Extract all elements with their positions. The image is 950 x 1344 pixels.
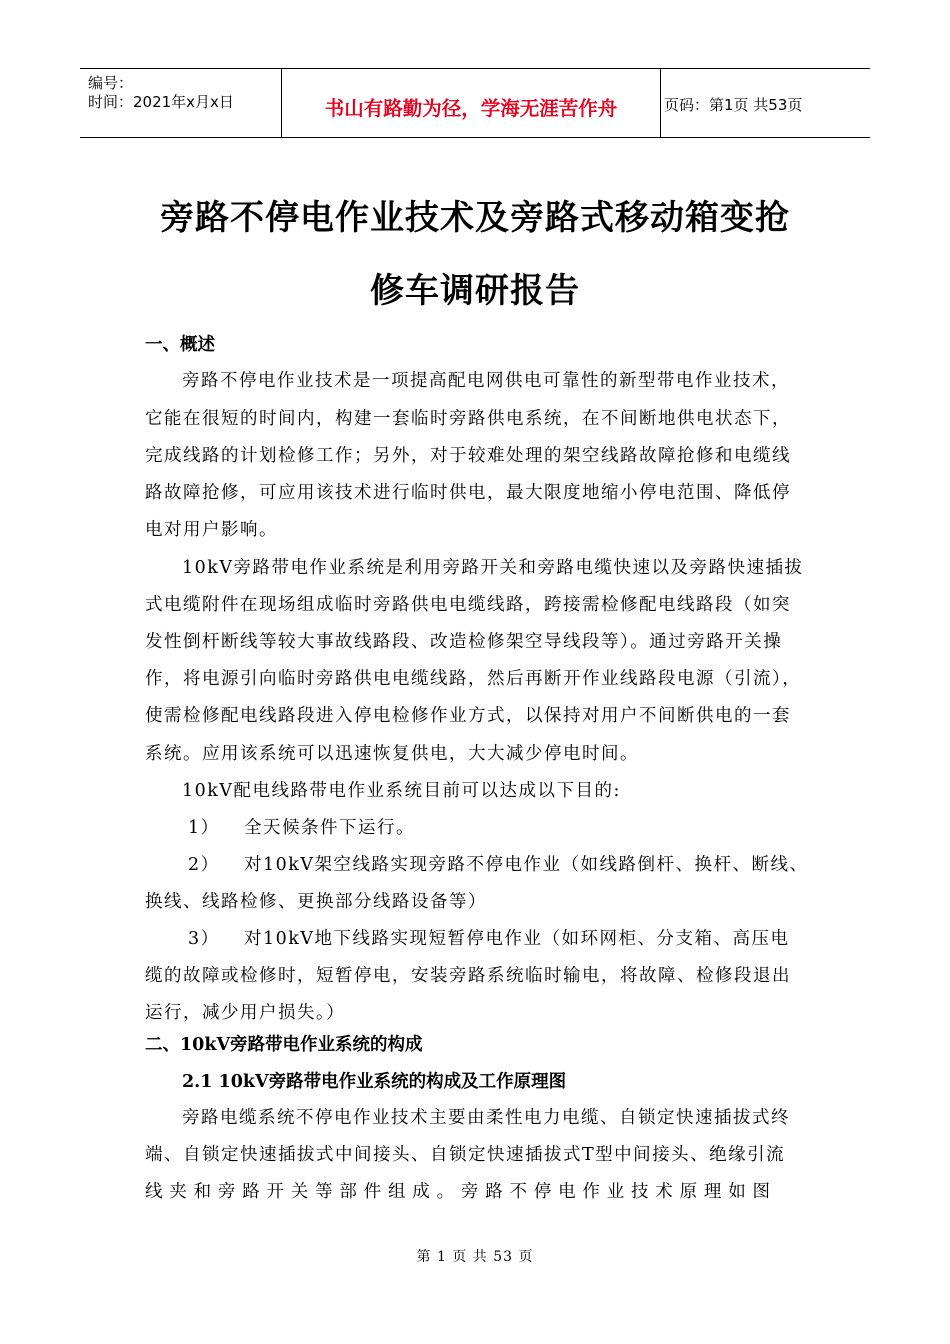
header-meta-cell [80,69,280,137]
paragraph-line: 电对用户影响。 [145,520,278,540]
paragraph-line: 路故障抢修，可应用该技术进行临时供电，最大限度地缩小停电范围、降低停 [145,483,791,503]
page-footer: 第 1 页 共 53 页 [416,1249,534,1265]
serial-label: 编号： [88,74,134,92]
section-heading-composition: 二、10kV旁路带电作业系统的构成 [145,1035,423,1055]
paragraph-line: 端、自锁定快速插拔式中间接头、自锁定快速插拔式T型中间接头、绝缘引流 [145,1145,786,1165]
paragraph-line: 10kV配电线路带电作业系统目前可以达成以下目的: [182,781,621,801]
page-number-label: 页码：第1页 共53页 [664,96,803,114]
list-item-number: 2） [188,855,220,875]
list-item-text: 运行，减少用户损失。） [145,1003,346,1023]
header-motto-cell [281,69,661,137]
header-page-cell [661,69,870,137]
document-title-line-1: 旁路不停电作业技术及旁路式移动箱变抢 [160,198,790,238]
paragraph-line: 线夹和旁路开关等部件组成。旁路不停电作业技术原理如图 [145,1182,777,1202]
paragraph-line: 系统。应用该系统可以迅速恢复供电，大大减少停电时间。 [145,744,639,764]
paragraph-line: 10kV旁路带电作业系统是利用旁路开关和旁路电缆快速以及旁路快速插拔 [182,558,804,578]
paragraph-line: 发性倒杆断线等较大事故线路段、改造检修架空导线段等）。通过旁路开关操 [145,632,783,652]
date-label: 时间：2021年x月x日 [88,93,234,111]
paragraph-line: 它能在很短的时间内，构建一套临时旁路供电系统，在不间断地供电状态下， [145,409,791,429]
list-item-number: 1） [188,818,220,838]
list-item-text: 换线、线路检修、更换部分线路设备等） [145,892,487,912]
document-title-line-2: 修车调研报告 [370,271,580,311]
paragraph-line: 式电缆附件在现场组成临时旁路供电电缆线路，跨接需检修配电线路段（如突 [145,595,791,615]
subsection-heading: 2.1 10kV旁路带电作业系统的构成及工作原理图 [182,1072,567,1092]
list-item-text: 缆的故障或检修时，短暂停电，安装旁路系统临时输电，将故障、检修段退出 [145,966,791,986]
motto-text: 书山有路勤为径，学海无涯苦作舟 [324,97,618,120]
section-heading-overview: 一、概述 [145,335,215,355]
paragraph-line: 旁路不停电作业技术是一项提高配电网供电可靠性的新型带电作业技术， [182,371,790,391]
list-item-text: 全天候条件下运行。 [244,818,415,838]
paragraph-line: 完成线路的计划检修工作；另外，对于较难处理的架空线路故障抢修和电缆线 [145,446,791,466]
document-header [80,68,870,138]
list-item-text: 对10kV地下线路实现短暂停电作业（如环网柜、分支箱、高压电 [244,929,790,949]
list-item-text: 对10kV架空线路实现旁路不停电作业（如线路倒杆、换杆、断线、 [244,855,809,875]
paragraph-line: 旁路电缆系统不停电作业技术主要由柔性电力电缆、自锁定快速插拔式终 [182,1108,790,1128]
list-item-number: 3） [188,929,220,949]
paragraph-line: 作，将电源引向临时旁路供电电缆线路，然后再断开作业线路段电源（引流）， [145,669,802,689]
paragraph-line: 使需检修配电线路段进入停电检修作业方式，以保持对用户不间断供电的一套 [145,706,791,726]
